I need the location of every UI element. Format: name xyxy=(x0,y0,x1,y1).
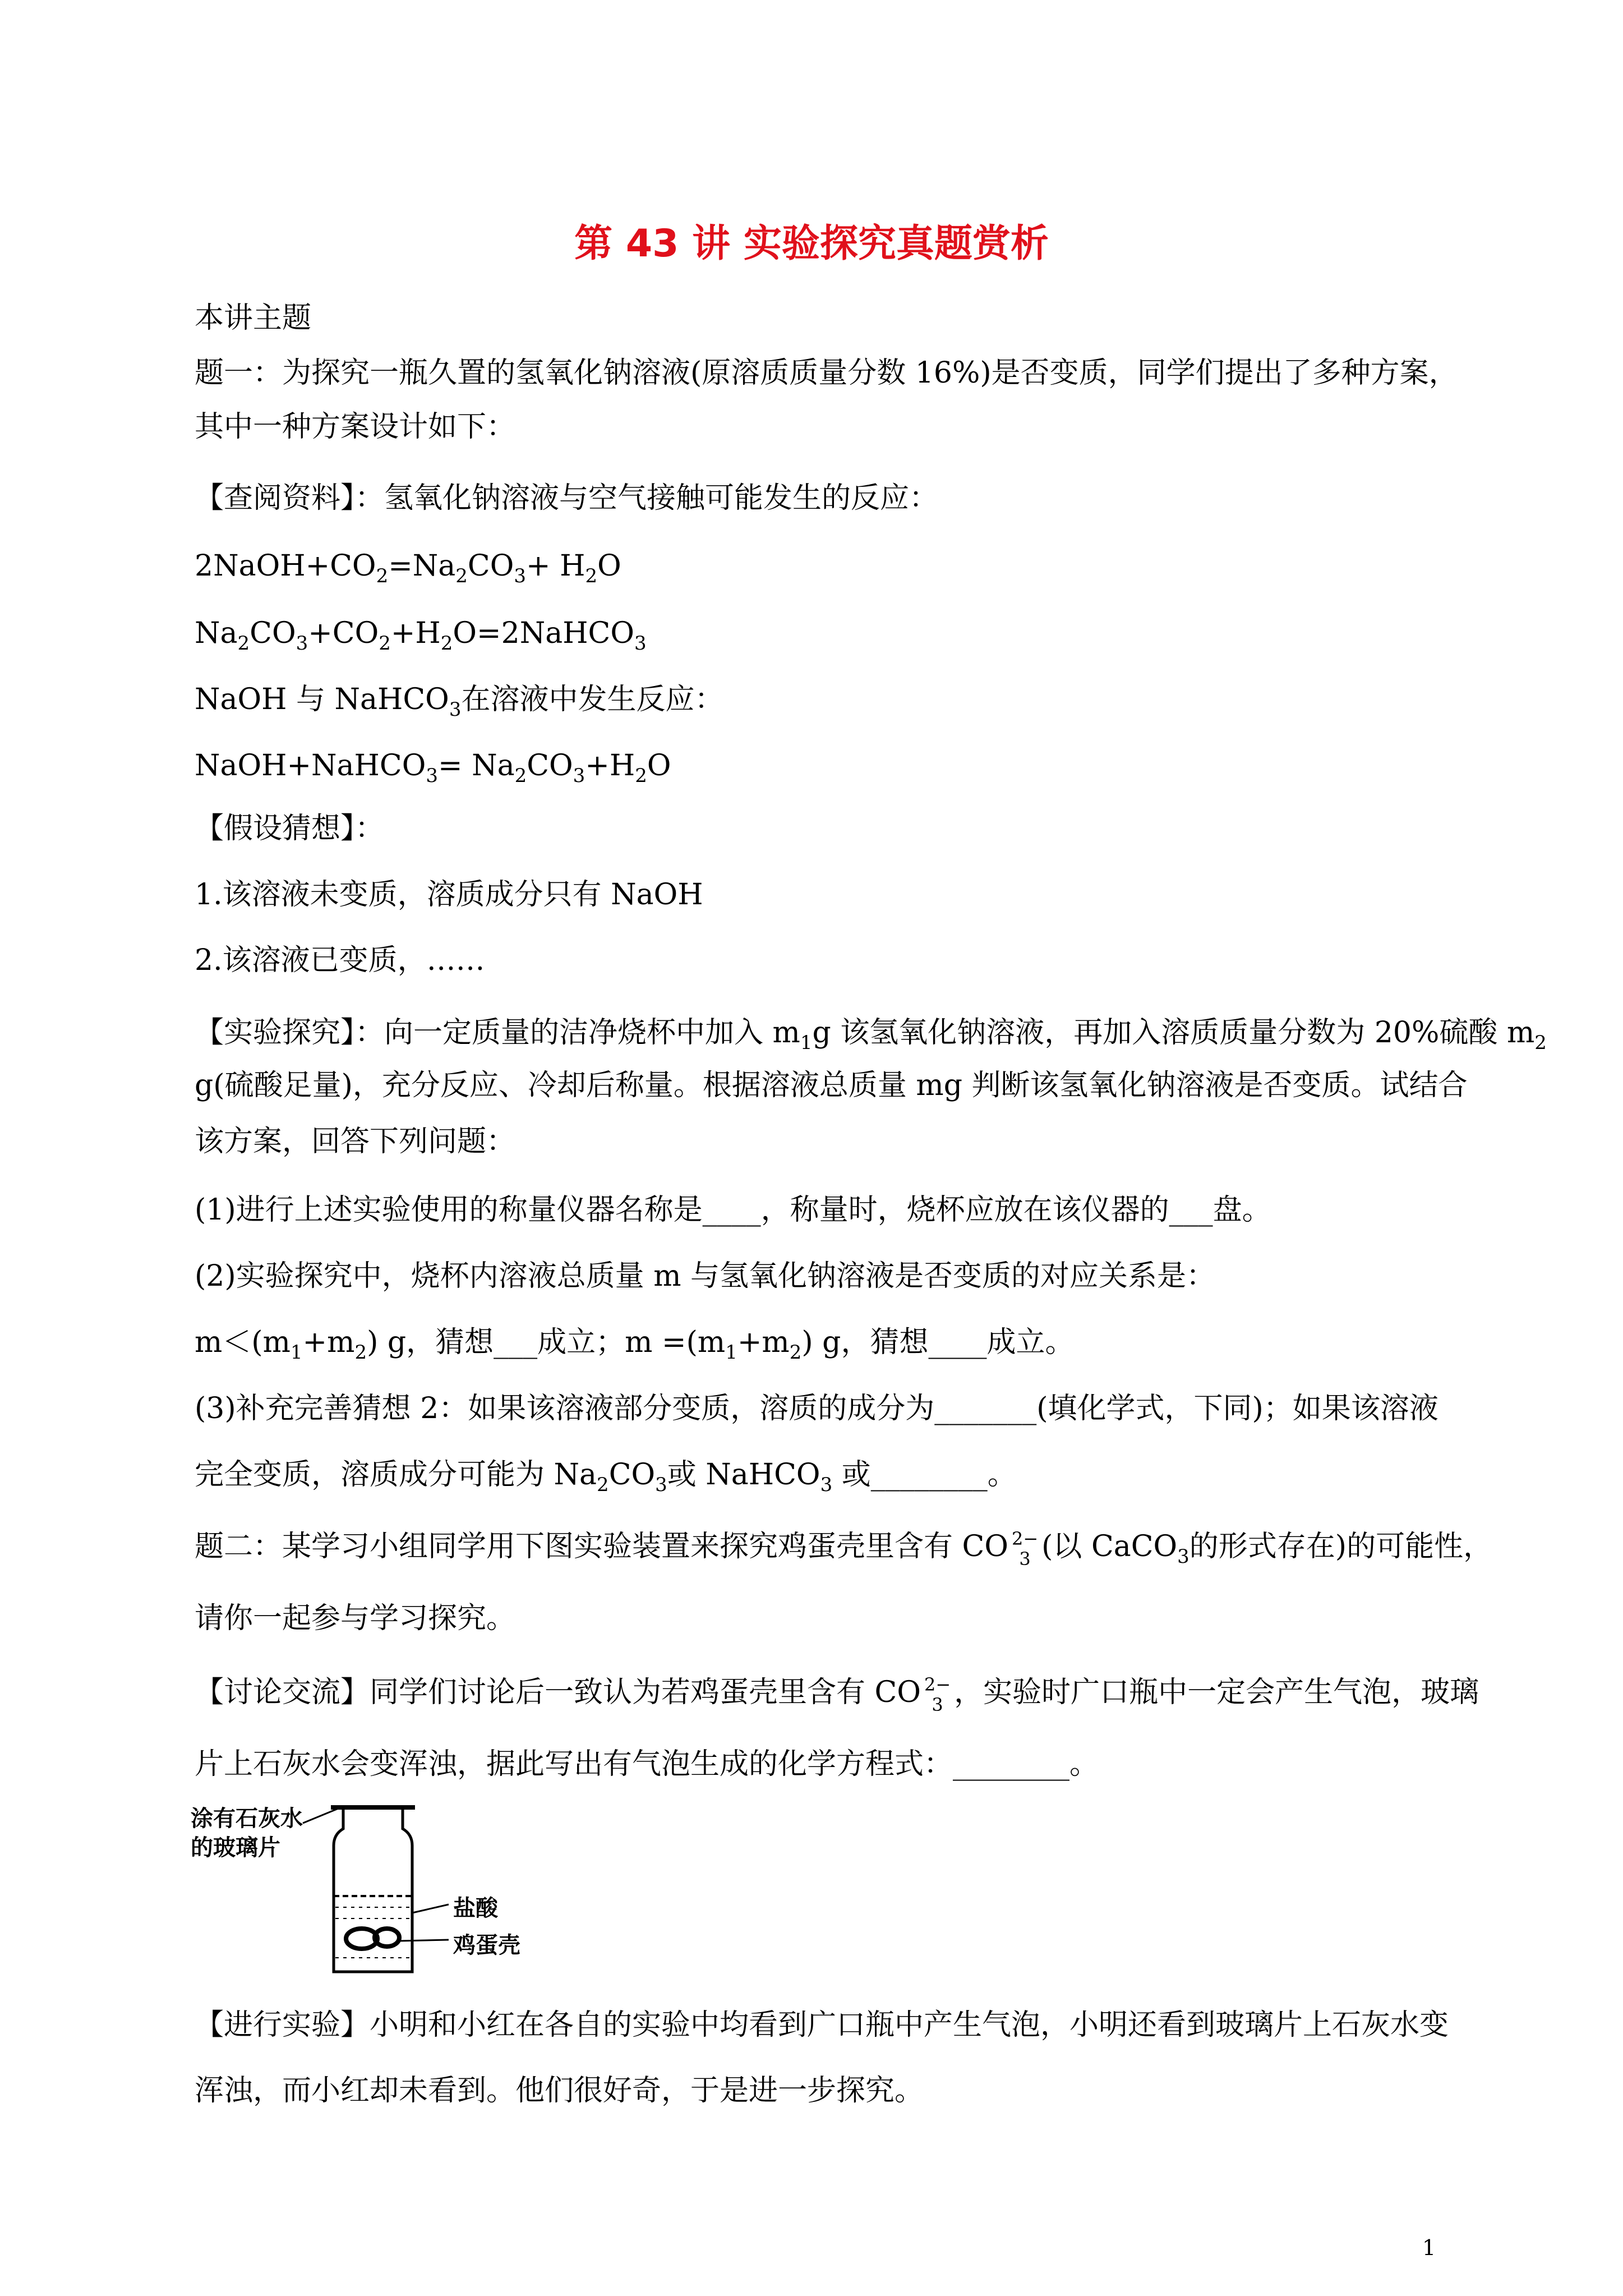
sub-question-2: (2)实验探究中，烧杯内溶液总质量 m 与氢氧化钠溶液是否变质的对应关系是： xyxy=(195,1259,1216,1293)
question-1-text: 题一：为探究一瓶久置的氢氧化钠溶液(原溶质质量分数 16%)是否变质，同学们提出了多种方案， xyxy=(195,356,1458,390)
reference-heading: 【查阅资料】：氢氧化钠溶液与空气接触可能发生的反应： xyxy=(195,481,939,515)
page-number: 1 xyxy=(1422,2235,1436,2260)
equation-3: NaOH+NaHCO$_3$= $Na_2CO_3+H_2O$ xyxy=(195,749,671,787)
sub-question-3: (3)补充完善猜想 2：如果该溶液部分变质，溶质的成分为_______(填化学式，下同)；如果该溶液 xyxy=(195,1392,1438,1425)
section-heading: 本讲主题 xyxy=(195,301,312,335)
experiment-text: 【实验探究】：向一定质量的洁净烧杯中加入 $m_1g$ 该氢氧化钠溶液，再加入溶质质量分数为 20%硫酸 $m_2$ xyxy=(195,1016,1547,1054)
question-1-text-cont: 其中一种方案设计如下： xyxy=(195,410,516,444)
figure-label-eggshell: 鸡蛋壳 xyxy=(453,1932,520,1958)
discussion-text-cont: 片上石灰水会变浑浊，据此写出有气泡生成的化学方程式：________。 xyxy=(195,1747,1099,1781)
hypothesis-2: 2.该溶液已变质，…… xyxy=(195,944,485,977)
procedure-text: 【进行实验】小明和小红在各自的实验中均看到广口瓶中产生气泡，小明还看到玻璃片上石灰水变 xyxy=(195,2008,1449,2042)
discussion-text: 【讨论交流】同学们讨论后一致认为若鸡蛋壳里含有 CO 2− 3 ，实验时广口瓶中一定会产生气泡，玻璃 xyxy=(195,1673,1479,1715)
equation-1: $2NaOH+CO_2=Na_2CO_3+ H_2O$ xyxy=(195,549,621,587)
question-2-text: 题二：某学习小组同学用下图实验装置来探究鸡蛋壳里含有 CO 2− 3 (以 CaCO$_3$的形式存在)的可能性， xyxy=(195,1527,1493,1570)
apparatus-figure xyxy=(191,1801,594,1980)
experiment-text-cont: g(硫酸足量)，充分反应、冷却后称量。根据溶液总质量 mg 判断该氢氧化钠溶液是否变质。试结合 xyxy=(195,1069,1468,1102)
page-title: 第 43 讲 实验探究真题赏析 xyxy=(574,222,1049,266)
figure-label-glass-plate-2: 的玻璃片 xyxy=(191,1835,280,1861)
sub-question-3-cont: 完全变质，溶质成分可能为 $Na_2CO_3$或 NaHCO$_3$ 或________。 xyxy=(195,1458,1017,1496)
question-2-text-cont: 请你一起参与学习探究。 xyxy=(195,1602,516,1635)
hypothesis-heading: 【假设猜想】： xyxy=(195,812,385,845)
figure-label-glass-plate: 涂有石灰水 xyxy=(191,1806,303,1832)
hypothesis-1: 1.该溶液未变质，溶质成分只有 NaOH xyxy=(195,878,703,912)
sub-question-2-relation: $m<(m_1+m_2)$ g，猜想___成立；$m =(m_1+m_2)$ g，猜想____成立。 xyxy=(195,1326,1075,1364)
equation-2: $Na_2CO_3+CO_2+H_2O=2NaHCO_3$ xyxy=(195,616,647,655)
reaction-note: NaOH 与 NaHCO$_3$在溶液中发生反应： xyxy=(195,683,724,721)
figure-label-hydrochloric-acid: 盐酸 xyxy=(453,1895,498,1921)
procedure-text-cont: 浑浊，而小红却未看到。他们很好奇，于是进一步探究。 xyxy=(195,2074,924,2108)
experiment-text-cont-2: 该方案，回答下列问题： xyxy=(195,1125,516,1158)
sub-question-1: (1)进行上述实验使用的称量仪器名称是____，称量时，烧杯应放在该仪器的___盘。 xyxy=(195,1193,1271,1227)
